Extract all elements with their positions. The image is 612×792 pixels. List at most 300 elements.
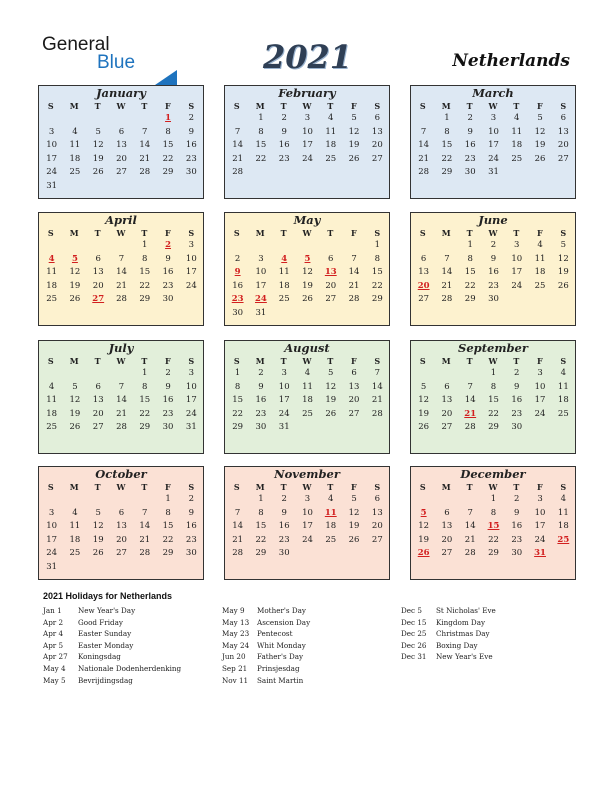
empty-cell: [342, 547, 365, 561]
week-row: [226, 126, 389, 140]
month-january: [38, 85, 204, 199]
holiday-date: May 23: [222, 629, 250, 639]
holiday-day: 5: [71, 253, 78, 264]
empty-cell: [87, 180, 110, 194]
empty-cell: [63, 112, 86, 126]
week-row: [40, 493, 203, 507]
empty-cell: [366, 421, 389, 435]
day-cell: 25: [511, 153, 523, 164]
day-cell: 28: [441, 294, 453, 305]
day-cell: 4: [560, 494, 567, 504]
day-cell: 13: [348, 381, 360, 392]
day-cell: 29: [139, 422, 151, 433]
day-cell: 29: [488, 548, 499, 559]
day-cell: 25: [278, 294, 290, 305]
day-cell: 13: [441, 395, 453, 406]
weekday-label: T: [94, 101, 101, 111]
holiday-day: 4: [48, 253, 55, 264]
week-row: [412, 507, 575, 521]
month-name: September: [458, 341, 528, 355]
day-cell: 6: [444, 507, 450, 518]
weekday-label: T: [280, 482, 287, 492]
weekday-label: W: [488, 228, 498, 238]
logo-general-text: General: [42, 34, 110, 55]
day-cell: 5: [351, 494, 357, 504]
weekday-header: [225, 100, 389, 112]
day-cell: 9: [188, 507, 195, 518]
weekday-label: T: [466, 228, 473, 238]
month-name: January: [96, 86, 146, 100]
weekday-label: F: [350, 356, 357, 366]
day-cell: 15: [139, 267, 151, 278]
day-cell: 2: [514, 368, 520, 378]
month-september: [410, 340, 576, 454]
month-name: July: [108, 341, 134, 355]
week-row: [412, 126, 575, 140]
holiday-row: [43, 663, 181, 675]
month-name: February: [278, 86, 336, 100]
day-cell: 17: [255, 280, 267, 291]
day-cell: 6: [374, 494, 381, 504]
weekday-label: S: [419, 101, 426, 111]
logo-blue-text: Blue: [97, 52, 136, 73]
day-cell: 18: [557, 395, 569, 406]
weekday-label: T: [141, 356, 148, 366]
holiday-row: [43, 640, 181, 652]
empty-cell: [319, 547, 342, 561]
day-cell: 8: [490, 381, 497, 392]
day-cell: 15: [371, 267, 383, 278]
holiday-row: [43, 605, 181, 617]
empty-cell: [110, 112, 133, 126]
day-cell: 5: [351, 113, 357, 123]
day-cell: 28: [464, 548, 476, 559]
empty-cell: [273, 166, 296, 180]
holiday-name: Easter Monday: [78, 640, 134, 650]
weekday-label: F: [536, 356, 543, 366]
week-row: [226, 394, 389, 408]
week-row: [412, 280, 575, 294]
day-cell: 6: [95, 253, 101, 264]
week-row: [412, 166, 575, 180]
day-cell: 9: [490, 253, 497, 264]
day-cell: 26: [325, 408, 337, 419]
week-row: [412, 367, 575, 381]
day-cell: 10: [185, 381, 197, 392]
day-cell: 23: [511, 408, 523, 419]
day-cell: 12: [418, 395, 430, 406]
day-cell: 29: [139, 294, 151, 305]
weekday-label: T: [280, 101, 287, 111]
month-october: [38, 466, 204, 580]
day-cell: 23: [278, 153, 290, 164]
day-cell: 23: [255, 408, 267, 419]
holiday-name: Good Friday: [78, 617, 123, 627]
month-name: October: [95, 467, 147, 481]
week-row: [412, 520, 575, 534]
week-row: [226, 280, 389, 294]
week-row: [226, 166, 389, 180]
holiday-date: Dec 26: [401, 640, 427, 650]
day-cell: 2: [514, 494, 520, 504]
day-cell: 6: [351, 368, 357, 378]
day-cell: 22: [139, 408, 151, 419]
week-row: [412, 293, 575, 307]
week-row: [40, 239, 203, 253]
day-cell: 2: [281, 494, 287, 504]
holiday-date: Jan 1: [43, 606, 62, 615]
day-cell: 20: [371, 521, 383, 532]
weekday-header: [39, 100, 203, 112]
holiday-date: May 13: [222, 617, 250, 627]
weekday-label: S: [233, 228, 240, 238]
day-cell: 9: [281, 507, 287, 518]
day-cell: 16: [255, 395, 267, 406]
day-cell: 12: [92, 521, 104, 532]
day-cell: 3: [537, 368, 543, 378]
day-cell: 23: [185, 534, 197, 545]
day-cell: 1: [374, 240, 381, 250]
day-cell: 28: [116, 294, 127, 305]
empty-cell: [366, 166, 389, 180]
holiday-row: [222, 651, 310, 663]
day-cell: 1: [142, 368, 148, 378]
day-cell: 30: [278, 548, 290, 559]
holiday-day: 2: [165, 240, 171, 250]
day-cell: 31: [46, 180, 58, 191]
weekday-label: S: [188, 228, 195, 238]
day-cell: 18: [511, 140, 523, 151]
day-cell: 25: [325, 153, 337, 164]
day-cell: 7: [467, 507, 473, 518]
week-row: [40, 253, 203, 267]
holiday-row: [401, 628, 496, 640]
weekday-label: S: [560, 356, 567, 366]
weekday-label: S: [419, 482, 426, 492]
day-cell: 13: [557, 126, 569, 137]
weekday-label: M: [441, 356, 451, 366]
day-cell: 19: [418, 534, 430, 545]
day-cell: 1: [165, 494, 171, 504]
day-cell: 1: [490, 494, 497, 504]
holiday-row: [222, 617, 310, 629]
holiday-date: Dec 25: [401, 629, 427, 639]
country-title: Netherlands: [452, 51, 570, 71]
weekday-label: S: [47, 482, 54, 492]
week-row: [412, 153, 575, 167]
holiday-day: 15: [487, 521, 500, 532]
weekday-label: T: [513, 482, 520, 492]
day-cell: 15: [162, 521, 174, 532]
day-cell: 30: [464, 167, 476, 178]
empty-cell: [87, 239, 110, 253]
day-cell: 3: [48, 507, 55, 518]
day-cell: 30: [232, 307, 244, 318]
weekday-header: [411, 355, 575, 367]
weekday-label: T: [466, 482, 473, 492]
empty-cell: [342, 166, 365, 180]
empty-cell: [156, 561, 179, 575]
weekday-label: S: [188, 101, 195, 111]
week-row: [40, 547, 203, 561]
week-row: [40, 507, 203, 521]
day-cell: 2: [467, 113, 473, 123]
holiday-day: 13: [324, 267, 337, 278]
day-cell: 28: [464, 422, 476, 433]
day-cell: 6: [560, 113, 567, 123]
weekday-label: S: [419, 356, 426, 366]
empty-cell: [180, 293, 203, 307]
empty-cell: [180, 561, 203, 575]
day-cell: 28: [139, 167, 151, 178]
day-cell: 11: [69, 521, 81, 532]
week-row: [40, 408, 203, 422]
month-name: December: [460, 467, 526, 481]
week-row: [412, 493, 575, 507]
empty-cell: [342, 421, 365, 435]
weekday-label: S: [374, 228, 381, 238]
empty-cell: [552, 421, 575, 435]
day-cell: 23: [511, 534, 523, 545]
week-row: [40, 166, 203, 180]
day-cell: 24: [534, 408, 546, 419]
day-cell: 8: [142, 381, 148, 392]
day-cell: 19: [69, 280, 81, 291]
holiday-day: 31: [534, 548, 546, 559]
holiday-day: 27: [92, 294, 105, 305]
holiday-date: May 5: [43, 675, 66, 685]
empty-cell: [40, 239, 63, 253]
day-cell: 26: [418, 422, 430, 433]
empty-cell: [319, 421, 342, 435]
day-cell: 10: [278, 381, 290, 392]
holiday-date: Dec 31: [401, 652, 427, 662]
day-cell: 21: [232, 153, 244, 164]
weekday-label: T: [280, 228, 287, 238]
day-cell: 16: [278, 140, 290, 151]
holiday-row: [222, 605, 310, 617]
weekday-header: [225, 481, 389, 493]
day-cell: 18: [325, 521, 337, 532]
day-cell: 6: [328, 253, 334, 264]
weekday-label: S: [374, 482, 381, 492]
holiday-date: May 24: [222, 640, 250, 650]
day-cell: 10: [534, 381, 546, 392]
empty-cell: [110, 180, 133, 194]
day-cell: 28: [348, 294, 360, 305]
holiday-date: Apr 5: [43, 640, 64, 650]
holiday-date: Apr 27: [43, 652, 68, 662]
day-cell: 27: [371, 534, 383, 545]
holiday-name: Saint Martin: [257, 675, 304, 685]
day-cell: 8: [258, 507, 264, 518]
holiday-name: Kingdom Day: [436, 617, 486, 627]
month-name: August: [284, 341, 330, 355]
empty-cell: [412, 493, 435, 507]
holiday-date: Dec 15: [401, 617, 427, 627]
day-cell: 16: [488, 267, 499, 278]
day-cell: 17: [46, 153, 58, 164]
holiday-date: Apr 2: [43, 617, 64, 627]
empty-cell: [319, 239, 342, 253]
day-cell: 12: [69, 267, 81, 278]
weekday-header: [39, 481, 203, 493]
day-cell: 13: [116, 140, 127, 151]
day-cell: 9: [165, 381, 171, 392]
day-cell: 9: [165, 253, 171, 264]
day-cell: 25: [46, 422, 58, 433]
day-cell: 30: [511, 548, 523, 559]
day-cell: 22: [255, 534, 267, 545]
empty-cell: [156, 180, 179, 194]
holiday-date: Jun 20: [222, 652, 246, 662]
holiday-row: [401, 651, 496, 663]
day-cell: 28: [232, 167, 244, 178]
empty-cell: [459, 493, 482, 507]
day-cell: 6: [118, 507, 125, 518]
day-cell: 11: [325, 126, 337, 137]
day-cell: 16: [464, 140, 476, 151]
holiday-day: 5: [304, 253, 311, 264]
day-cell: 3: [188, 368, 195, 378]
month-name: April: [105, 213, 137, 227]
day-cell: 21: [371, 395, 383, 406]
weekday-label: S: [47, 228, 54, 238]
weekday-header: [225, 355, 389, 367]
month-name: November: [274, 467, 340, 481]
weekday-label: W: [302, 356, 312, 366]
weekday-header: [411, 481, 575, 493]
day-cell: 22: [441, 153, 453, 164]
empty-cell: [412, 112, 435, 126]
day-cell: 13: [92, 267, 104, 278]
day-cell: 3: [304, 494, 311, 504]
weekday-label: T: [466, 356, 473, 366]
weekday-label: T: [327, 356, 334, 366]
holiday-name: Prinsjesdag: [257, 663, 300, 673]
day-cell: 27: [441, 422, 453, 433]
empty-cell: [87, 493, 110, 507]
weekday-label: W: [116, 356, 126, 366]
day-cell: 1: [490, 368, 497, 378]
day-cell: 17: [488, 140, 499, 151]
day-cell: 27: [92, 422, 104, 433]
day-cell: 15: [255, 140, 267, 151]
generalblue-logo: [42, 34, 142, 74]
empty-cell: [412, 239, 435, 253]
day-cell: 30: [185, 167, 197, 178]
day-cell: 4: [328, 494, 334, 504]
day-cell: 15: [139, 395, 151, 406]
week-row: [226, 293, 389, 307]
holiday-column: [222, 605, 310, 686]
day-cell: 7: [142, 507, 148, 518]
day-cell: 5: [560, 240, 567, 250]
day-cell: 12: [92, 140, 104, 151]
empty-cell: [63, 493, 86, 507]
holiday-row: [43, 617, 181, 629]
day-cell: 25: [46, 294, 58, 305]
weekday-label: W: [302, 482, 312, 492]
day-cell: 4: [72, 507, 78, 518]
day-cell: 21: [139, 534, 151, 545]
day-cell: 14: [441, 267, 453, 278]
day-cell: 29: [232, 422, 244, 433]
holiday-name: Nationale Dodenherdenking: [78, 663, 182, 673]
day-cell: 29: [162, 548, 174, 559]
week-row: [226, 367, 389, 381]
day-cell: 7: [234, 507, 241, 518]
day-cell: 31: [46, 561, 58, 572]
day-cell: 8: [374, 253, 381, 264]
day-cell: 10: [534, 507, 546, 518]
holiday-row: [222, 663, 310, 675]
week-row: [412, 266, 575, 280]
day-cell: 20: [348, 395, 360, 406]
day-cell: 4: [560, 368, 567, 378]
weekday-label: F: [164, 228, 171, 238]
empty-cell: [552, 166, 575, 180]
week-row: [40, 421, 203, 435]
day-cell: 7: [420, 126, 427, 137]
weekday-label: M: [441, 482, 451, 492]
empty-cell: [226, 112, 249, 126]
day-cell: 19: [534, 140, 546, 151]
empty-cell: [552, 547, 575, 561]
holiday-row: [43, 675, 181, 687]
day-cell: 29: [464, 294, 476, 305]
week-row: [40, 126, 203, 140]
day-cell: 28: [418, 167, 430, 178]
day-cell: 13: [418, 267, 430, 278]
day-cell: 19: [418, 408, 430, 419]
month-december: [410, 466, 576, 580]
day-cell: 22: [162, 534, 174, 545]
day-cell: 4: [328, 113, 334, 123]
month-may: [224, 212, 390, 326]
day-cell: 16: [278, 521, 290, 532]
day-cell: 27: [116, 167, 127, 178]
day-cell: 5: [95, 507, 101, 518]
day-cell: 28: [371, 408, 383, 419]
day-cell: 14: [418, 140, 430, 151]
holiday-name: St Nicholas' Eve: [436, 606, 496, 615]
day-cell: 20: [371, 140, 383, 151]
day-cell: 24: [302, 153, 313, 164]
logo-triangle-icon: [155, 70, 177, 85]
holiday-date: Nov 11: [222, 675, 249, 685]
empty-cell: [249, 166, 272, 180]
empty-cell: [435, 239, 458, 253]
empty-cell: [505, 166, 528, 180]
empty-cell: [459, 367, 482, 381]
day-cell: 21: [348, 280, 360, 291]
weekday-label: W: [488, 482, 498, 492]
day-cell: 26: [69, 294, 81, 305]
weekday-label: T: [141, 228, 148, 238]
week-row: [40, 153, 203, 167]
day-cell: 17: [511, 267, 523, 278]
empty-cell: [296, 421, 319, 435]
day-cell: 6: [118, 126, 125, 137]
weekday-label: T: [141, 482, 148, 492]
day-cell: 28: [232, 548, 244, 559]
day-cell: 24: [185, 280, 197, 291]
day-cell: 28: [116, 422, 127, 433]
day-cell: 8: [490, 507, 497, 518]
day-cell: 7: [118, 381, 125, 392]
empty-cell: [40, 367, 63, 381]
